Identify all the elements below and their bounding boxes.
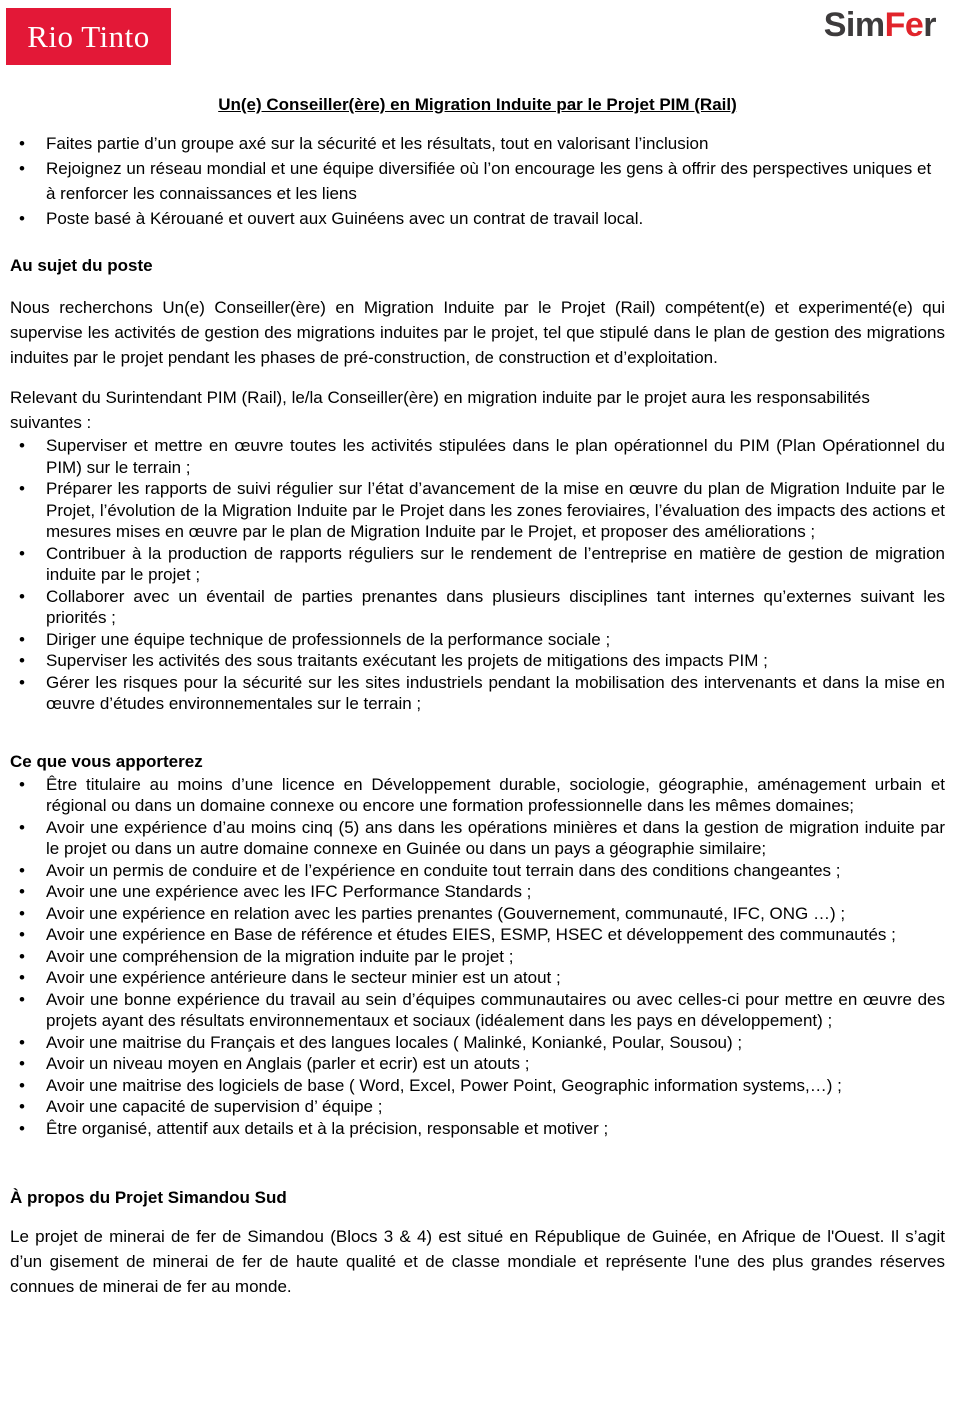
paragraph-job-summary: Nous recherchons Un(e) Conseiller(ère) en Migration Induite par le Projet (Rail) compétent(e) et experimenté(e) qui supervise les activités de gestion des migrations induites par le projet, tel que stipulé dans le plan de gestion des migrations induites par le projet pendant les phases de pré-construction, de construction et d’exploitation. [10,298,945,367]
paragraph-about-project: Le projet de minerai de fer de Simandou (Blocs 3 & 4) est situé en République de Guinée, en Afrique de l'Ouest. Il s’agit d’un gisement de minerai de fer de haute qualité et de classe mondiale et représente l'une des plus grandes réserves connues de minerai de fer au monde. [10,1227,945,1296]
list-item: • Collaborer avec un éventail de parties prenantes dans plusieurs disciplines tant internes qu’externes suivant les priorités ; [10,586,945,629]
list-item: • Préparer les rapports de suivi régulier sur l’état d’avancement de la mise en œuvre du plan de Migration Induite par le Projet, l’évolution de la Migration Induite par le Projet dans les zones feroviaires, l’évaluation des impacts des actions et mesures mises en œuvre par le plan de Migration Induite par le Projet, et proposer des améliorations ; [10,478,945,543]
list-item: • Avoir une maitrise du Français et des langues locales ( Malinké, Konianké, Poular, Sousou) ; [10,1032,945,1054]
list-item: • Avoir une bonne expérience du travail au sein d’équipes communautaires ou avec celles-ci pour mettre en œuvre des projets ayant des résultats environnementaux et sociaux (idéalement dans les pays en développement) ; [10,989,945,1032]
list-item: • Avoir une expérience en Base de référence et études EIES, ESMP, HSEC et développement des communautés ; [10,924,945,946]
job-title-text: Un(e) Conseiller(ère) en Migration Induite par le Projet PIM (Rail) [218,95,737,114]
paragraph-reporting-line: Relevant du Surintendant PIM (Rail), le/la Conseiller(ère) en migration induite par le projet aura les responsabilités suivantes : [10,388,870,432]
simfer-logo-text-sim: Sim [823,6,885,44]
list-item: • Superviser et mettre en œuvre toutes les activités stipulées dans le plan opérationnel du PIM (Plan Opérationnel du PIM) sur le terrain ; [10,435,945,478]
requirements-list [10,774,945,1140]
list-item: • Être titulaire au moins d’une licence en Développement durable, sociologie, géographie, aménagement urbain et régional ou dans un domaine connexe ou encore une formation professionnelle dans les mêmes domaines; [10,774,945,817]
list-item: • Avoir une expérience antérieure dans le secteur minier est un atout ; [10,967,945,989]
list-item: • Avoir une une expérience avec les IFC Performance Standards ; [10,881,945,903]
intro-bullet-list [10,131,945,231]
list-item: • Gérer les risques pour la sécurité sur les sites industriels pendant la mobilisation des intervenants et dans la mise en œuvre d’études environnementales sur le terrain ; [10,672,945,715]
section-heading-au-sujet-du-poste: Au sujet du poste [10,256,153,275]
list-item: • Avoir une expérience d’au moins cinq (5) ans dans les opérations minières et dans la gestion de migration induite par le projet ou dans un autre domaine connexe en Guinée ou dans un pays a géographie similaire; [10,817,945,860]
list-item: • Avoir une expérience en relation avec les parties prenantes (Gouvernement, communauté, IFC, ONG …) ; [10,903,945,925]
simfer-logo-text-fe: Fe [884,6,924,44]
responsibilities-list [10,435,945,715]
list-item: • Diriger une équipe technique de professionnels de la performance sociale ; [10,629,945,651]
list-item: • Avoir une capacité de supervision d’ équipe ; [10,1096,945,1118]
document-body [0,92,960,1299]
simfer-logo [824,6,936,45]
document-header [0,0,960,70]
section-heading-a-propos-du-projet: À propos du Projet Simandou Sud [10,1188,287,1207]
list-item: • Contribuer à la production de rapports réguliers sur le rendement de l’entreprise en matière de gestion de migration induite par le projet ; [10,543,945,586]
list-item: • Avoir un niveau moyen en Anglais (parler et ecrir) est un atouts ; [10,1053,945,1075]
list-item: • Avoir un permis de conduire et de l’expérience en conduite tout terrain dans des conditions changeantes ; [10,860,945,882]
list-item: • Superviser les activités des sous traitants exécutant les projets de mitigations des impacts PIM ; [10,650,945,672]
rio-tinto-logo-text: Rio Tinto [27,18,150,54]
list-item: • Rejoignez un réseau mondial et une équipe diversifiée où l’on encourage les gens à offrir des perspectives uniques et à renforcer les connaissances et les liens [10,156,945,206]
list-item: • Avoir une compréhension de la migration induite par le projet ; [10,946,945,968]
simfer-logo-text-r: r [923,6,936,44]
section-heading-ce-que-vous-apporterez: Ce que vous apporterez [10,751,203,771]
job-title [10,92,945,117]
list-item: • Avoir une maitrise des logiciels de base ( Word, Excel, Power Point, Geographic information systems,…) ; [10,1075,945,1097]
list-item: • Faites partie d’un groupe axé sur la sécurité et les résultats, tout en valorisant l’inclusion [10,131,945,156]
list-item: • Être organisé, attentif aux details et à la précision, responsable et motiver ; [10,1118,945,1140]
list-item: • Poste basé à Kérouané et ouvert aux Guinéens avec un contrat de travail local. [10,206,945,231]
rio-tinto-logo [6,8,171,65]
